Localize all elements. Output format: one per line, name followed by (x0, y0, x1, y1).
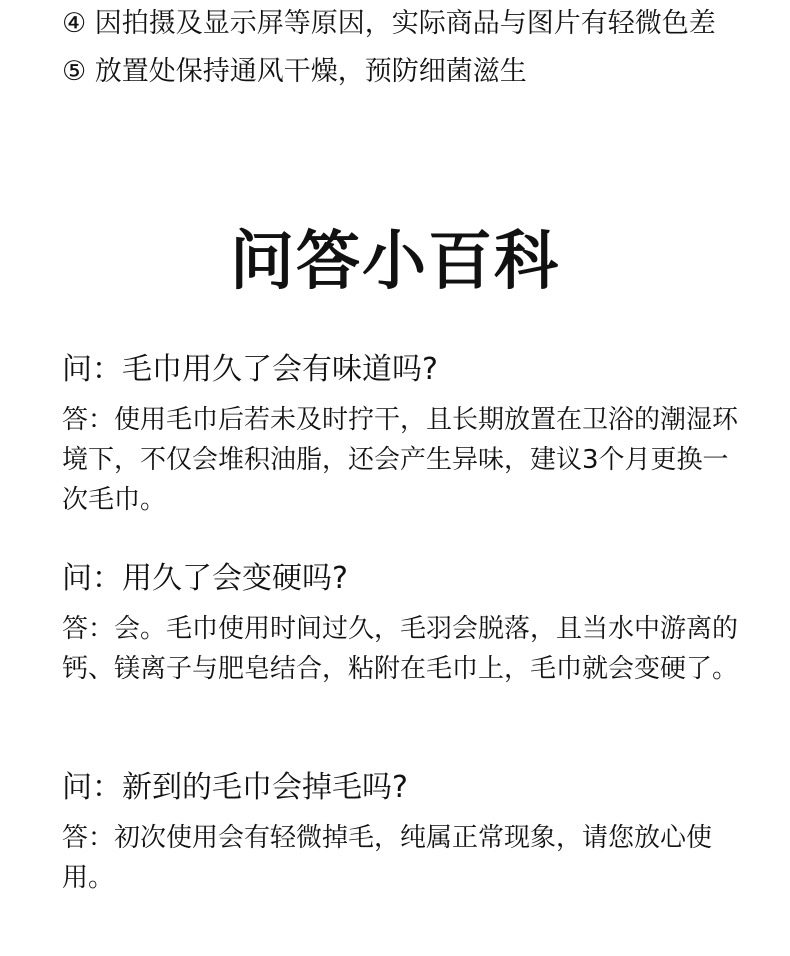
care-note-5: ⑤ 放置处保持通风干燥，预防细菌滋生 (62, 56, 527, 87)
faq-item (62, 557, 742, 689)
care-notes (62, 0, 762, 96)
faq-answer: 答：会。毛巾使用时间过久，毛羽会脱落，且当水中游离的钙、镁离子与肥皂结合，粘附在毛巾上，毛巾就会变硬了。 (62, 614, 739, 684)
care-note-4: ④ 因拍摄及显示屏等原因，实际商品与图片有轻微色差 (62, 8, 716, 39)
faq-item (62, 766, 742, 898)
faq-question: 问：新到的毛巾会掉毛吗? (62, 770, 408, 805)
faq-item (62, 348, 742, 520)
faq-question: 问：毛巾用久了会有味道吗? (62, 352, 438, 387)
faq-answer: 答：初次使用会有轻微掉毛，纯属正常现象，请您放心使用。 (62, 823, 713, 893)
section-title: 问答小百科 (230, 225, 560, 299)
faq-question: 问：用久了会变硬吗? (62, 561, 348, 596)
faq-answer: 答：使用毛巾后若未及时拧干，且长期放置在卫浴的潮湿环境下，不仅会堆积油脂，还会产生异味，建议3个月更换一次毛巾。 (62, 405, 739, 515)
